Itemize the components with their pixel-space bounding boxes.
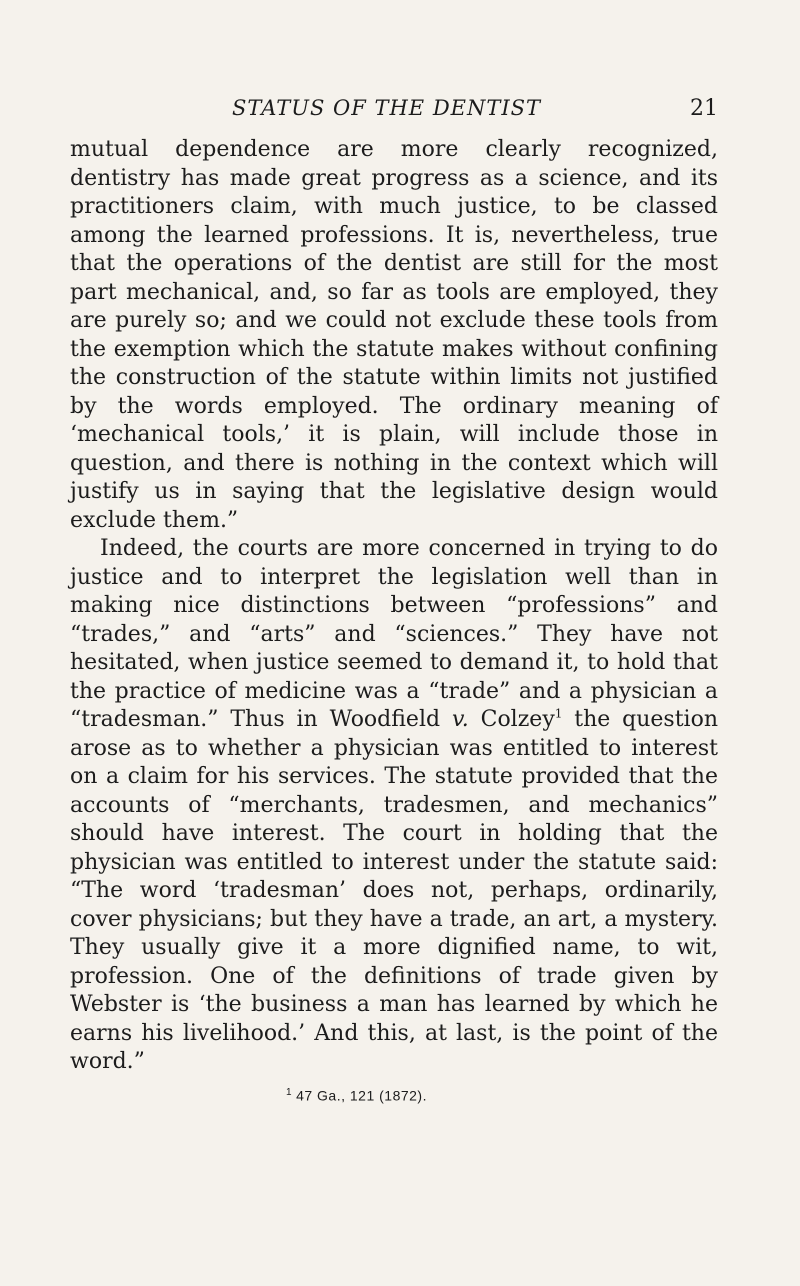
paragraph [70,535,718,1077]
book-page [70,96,718,1103]
running-head [70,96,718,136]
italic-text: v. [451,707,469,732]
footnote [70,1087,718,1104]
footnote-reference: 1 [554,706,563,721]
body-text [70,136,718,1077]
paragraph [70,136,718,535]
text-segment: Colzey [468,707,555,732]
running-head-title: STATUS OF THE DENTIST [232,96,542,120]
footnote-number: 1 [286,1086,293,1098]
footnote-text: 47 Ga., 121 (1872). [296,1087,427,1104]
text-segment: the question arose as to whether a physician was entitled to interest on a claim for his services. The statute provided that the accounts of “merchants, tradesmen, and mechanics” should have interest. The court in holding that the physician was entitled to interest under the statute said: “The word ‘tradesman’ does not, perhaps, ordinarily, cover physicians; but they have a trade, an art, a mystery. They usually give it a more dignified name, to wit, profession. One of the definitions of trade given by Webster is ‘the business a man has learned by which he earns his livelihood.’ And this, at last, is the point of the word.” [70,707,718,1074]
text-segment: mutual dependence are more clearly recognized, dentistry has made great progress as a science, and its practitioners claim, with much justice, to be classed among the learned professions. It is, nevertheless, true that the operations of the dentist are still for the most part mechanical, and, so far as tools are employed, they are purely so; and we could not exclude these tools from the exemption which the statute makes without confining the construction of the statute within limits not justified by the words employed. The ordinary meaning of ‘mechanical tools,’ it is plain, will include those in question, and there is nothing in the context which will justify us in saying that the legislative design would exclude them.” [70,137,718,533]
text-segment: Indeed, the courts are more concerned in trying to do justice and to interpret the legislation well than in making nice distinctions between “professions” and “trades,” and “arts” and “sciences.” They have not hesitated, when justice seemed to demand it, to hold that the practice of medicine was a “trade” and a physician a “tradesman.” Thus in Woodfield [70,536,718,732]
page-number: 21 [690,96,718,121]
